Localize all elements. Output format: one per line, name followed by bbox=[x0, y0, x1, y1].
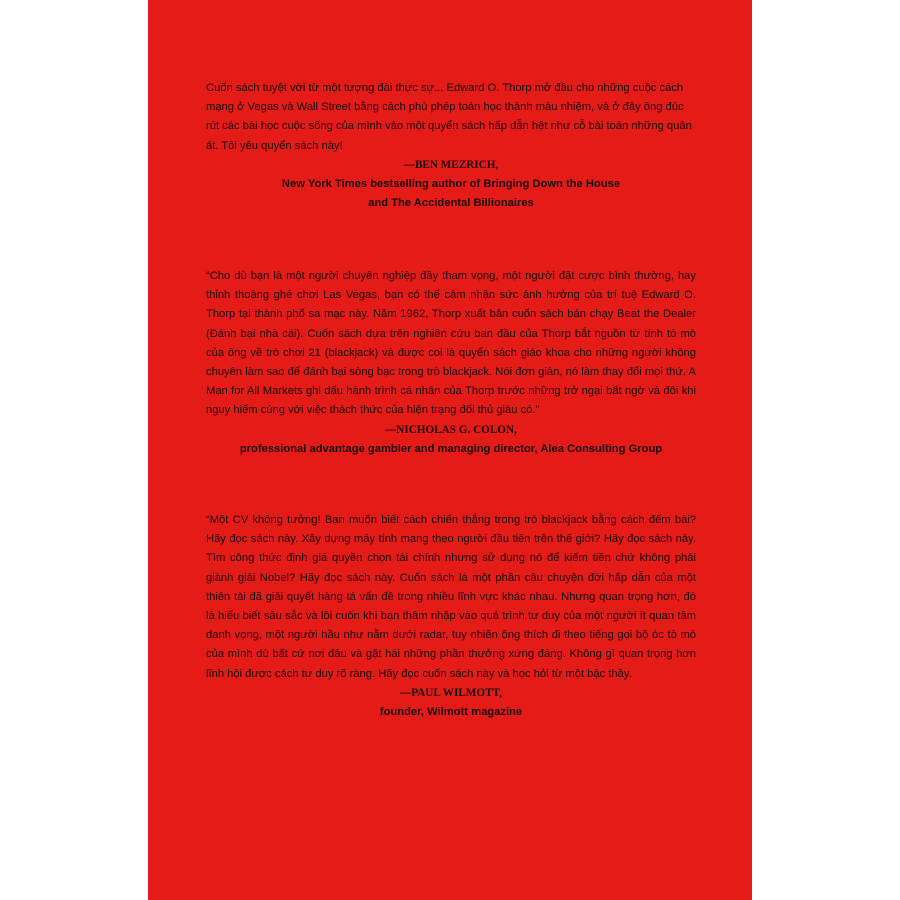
testimonial-text: Cuốn sách tuyệt vời từ một tượng đài thực sự... Edward O. Thorp mở đầu cho những cuộc cách mạng ở Vegas và Wall Street bằng cách phù phép toán học thành màu nhiệm, và ở đây ông đúc rút các bài học cuộc sống của mình vào một quyển sách hấp dẫn hệt như cỗ bài toàn những quân át. Tôi yêu quyển sách này! bbox=[206, 82, 692, 152]
testimonial-nicholas-colon bbox=[206, 267, 696, 459]
testimonial-author-role: New York Times bestselling author of Bringing Down the House bbox=[281, 177, 621, 190]
testimonial-paul-wilmott bbox=[206, 511, 696, 722]
testimonial-author-role-cont: and The Accidental Billionaires bbox=[368, 196, 534, 209]
testimonial-text: “Cho dù bạn là một người chuyên nghiệp đầy tham vọng, một người đặt cược bình thường, hay thỉnh thoảng ghé chơi Las Vegas, bạn có thể cảm nhận sức ảnh hưởng của trí tuệ Edward O. Thorp tại thành phố sa mạc này. Năm 1962, Thorp xuất bản cuốn sách bán chạy Beat the Dealer (Đánh bại nhà cái). Cuốn sách dựa trên nghiên cứu ban đầu của Thorp bắt nguồn từ tính tò mò của ông về trò chơi 21 (blackjack) và được coi là quyển sách giáo khoa cho những người không chuyên làm sao để đánh bại sòng bạc trong trò blackjack. Nói đơn giản, nó làm thay đổi mọi thứ. A Man for All Markets ghi dấu hành trình cá nhân của Thorp trước những trở ngại bất ngờ và đôi khi nguy hiểm cùng với việc thách thức của hiện trạng đối thủ giàu có.” bbox=[206, 270, 696, 417]
testimonial-text: “Một CV không tưởng! Bạn muốn biết cách chiến thắng trong trò blackjack bằng cách đếm bài? Hãy đọc sách này. Xây dựng máy tính mang theo người đầu tiên trên thế giới? Hãy đọc sách này. Tìm công thức định giá quyền chọn tài chính nhưng sử dụng nó để kiếm tiền chứ không phải giành giải Nobel? Hãy đọc sách này. Cuốn sách là một phần câu chuyện đời hấp dẫn của một thiên tài đã giải quyết hàng tá vấn đề trong nhiều lĩnh vực khác nhau. Nhưng quan trọng hơn, đó là hiểu biết sâu sắc và lôi cuốn khi bạn thâm nhập vào quá trình tư duy của một người ít quan tâm danh vọng, một người hầu như nằm dưới radar, tuy nhiên ông thích đi theo tiếng gọi bộ óc tò mò của mình dù bất cứ nơi đâu và gặt hái những phần thưởng xứng đáng. Không gì quan trọng hơn lĩnh hội được cách tư duy rõ ràng. Hãy đọc cuốn sách này và học hỏi từ một bậc thầy. bbox=[206, 514, 696, 680]
testimonial-author: —NICHOLAS G. COLON, bbox=[385, 423, 517, 436]
testimonial-author: —PAUL WILMOTT, bbox=[400, 686, 502, 699]
testimonial-author-role: professional advantage gambler and managing director, Alea Consulting Group bbox=[239, 442, 663, 455]
testimonial-author-role: founder, Wilmott magazine bbox=[379, 705, 523, 718]
testimonial-ben-mezrich bbox=[206, 79, 696, 213]
book-back-cover bbox=[148, 0, 752, 900]
testimonial-author: —BEN MEZRICH, bbox=[403, 158, 499, 171]
